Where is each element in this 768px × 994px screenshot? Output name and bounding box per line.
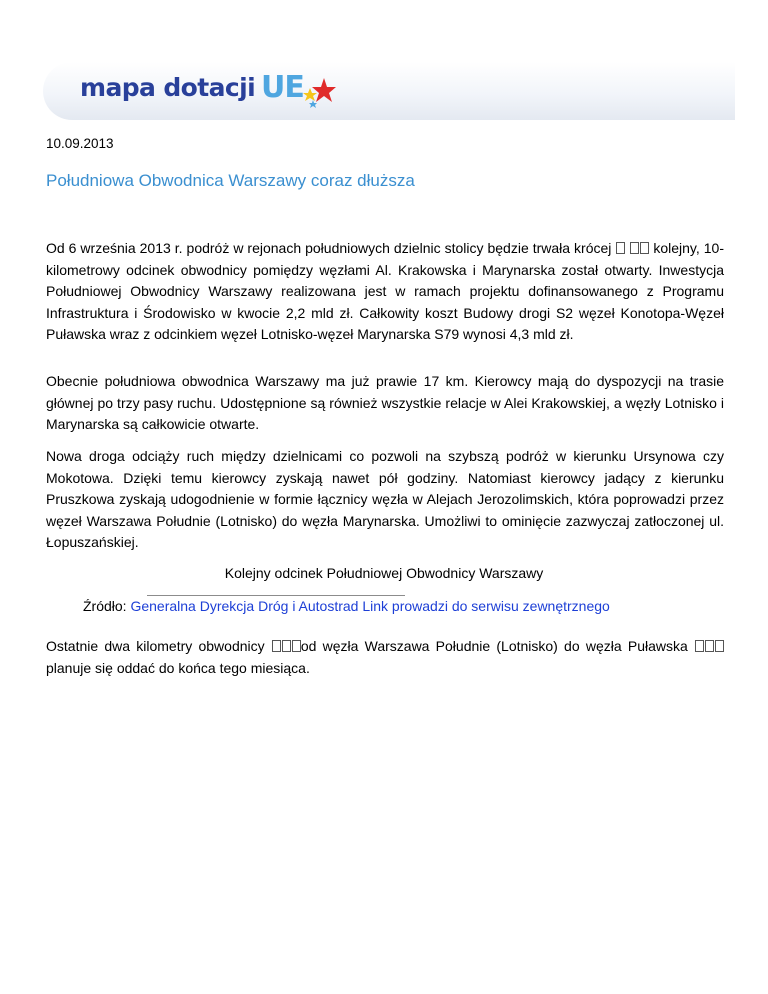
source-label: Źródło:: [83, 598, 127, 614]
divider: [147, 595, 405, 596]
missing-glyph-icon: [715, 640, 724, 652]
logo-accent: UE: [261, 70, 304, 105]
article-title: Południowa Obwodnica Warszawy coraz dłuższa: [46, 171, 415, 190]
paragraph-4: [46, 636, 724, 679]
missing-glyph-icon: [616, 242, 625, 254]
stars-icon: [304, 72, 344, 112]
source-line: [83, 598, 610, 614]
missing-glyph-icon: [272, 640, 281, 652]
paragraph-1: [46, 238, 724, 346]
missing-glyph-icon: [705, 640, 714, 652]
missing-glyph-icon: [630, 242, 639, 254]
publication-date: 10.09.2013: [46, 136, 114, 151]
paragraph-3: Nowa droga odciąży ruch między dzielnicami co pozwoli na szybszą podróż w kierunku Ursynowa czy Mokotowa. Dzięki temu kierowcy zyskają nawet pół godziny. Natomiast kierowcy jadący z kierunku Pruszkowa zyskają udogodnienie w formie łącznicy węzła w Alejach Jerozolimskich, która poprowadzi przez węzeł Warszawa Południe (Lotnisko) do węzła Marynarska. Umożliwi to ominięcie zazwyczaj zatłoczonej ul. Łopuszańskiej.: [46, 448, 724, 550]
paragraph-1-rest: kolejny, 10-kilometrowy odcinek obwodnicy pomiędzy węzłami Al. Krakowska i Marynarska został otwarty. Inwestycja Południowej Obwodnicy Warszawy realizowana jest w ramach projektu dofinansowanego z Programu Infrastruktura i Środowisko w kwocie 2,2 mld zł. Całkowity koszt Budowy drogi S2 węzeł Konotopa-Węzeł Puławska wraz z odcinkiem węzeł Lotnisko-węzeł Marynarska S79 wynosi 4,3 mld zł.: [46, 240, 724, 342]
missing-glyph-icon: [695, 640, 704, 652]
paragraph-4-start: Ostatnie dwa kilometry obwodnicy: [46, 638, 265, 654]
paragraph-4-middle: od węzła Warszawa Południe (Lotnisko) do węzła Puławska: [300, 638, 688, 654]
paragraph-2: Obecnie południowa obwodnica Warszawy ma już prawie 17 km. Kierowcy mają do dyspozycji na trasie głównej po trzy pasy ruchu. Udostępnione są również wszystkie relacje w Alei Krakowskiej, a węzły Lotnisko i Marynarska są całkowicie otwarte.: [46, 373, 724, 432]
image-caption: Kolejny odcinek Południowej Obwodnicy Warszawy: [224, 565, 544, 581]
paragraph-4-end: planuje się oddać do końca tego miesiąca.: [46, 659, 310, 676]
paragraph-1-start: Od 6 września 2013 r. podróż w rejonach południowych dzielnic stolicy będzie trwała krócej: [46, 240, 612, 256]
missing-glyph-icon: [640, 242, 649, 254]
missing-glyph-icon: [292, 640, 301, 652]
site-logo[interactable]: [80, 72, 344, 112]
source-link[interactable]: Generalna Dyrekcja Dróg i Autostrad Link prowadzi do serwisu zewnętrznego: [130, 598, 610, 614]
logo-text: mapa dotacji: [80, 73, 256, 102]
missing-glyph-icon: [282, 640, 291, 652]
